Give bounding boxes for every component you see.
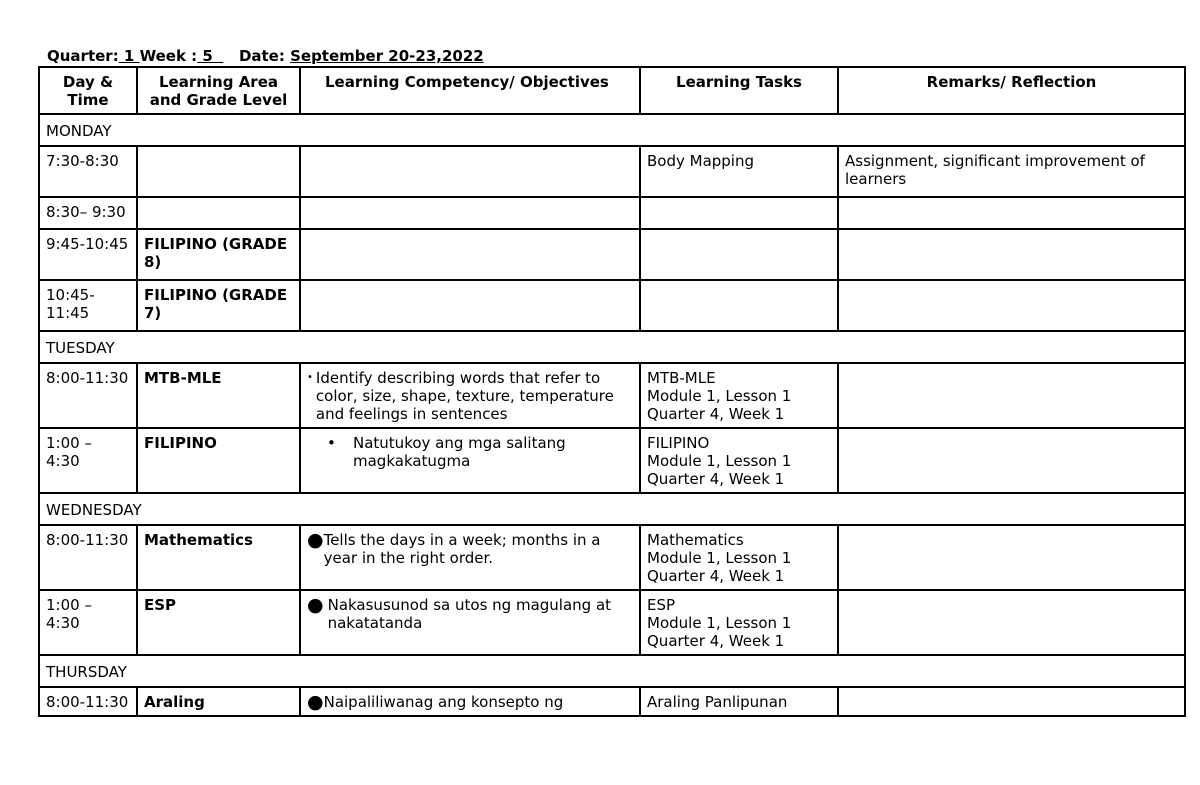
task-line: FILIPINO: [647, 434, 710, 452]
time-cell: 1:00 – 4:30: [39, 428, 137, 493]
task-line: Quarter 4, Week 1: [647, 405, 785, 423]
time-cell: 9:45-10:45: [39, 229, 137, 280]
area-cell: [137, 197, 300, 229]
competency-cell: [300, 146, 640, 197]
remarks-cell: [838, 525, 1185, 590]
week-value: 5: [197, 47, 224, 65]
remarks-cell: [838, 363, 1185, 428]
competency-cell: [300, 590, 640, 655]
time-cell: 8:00-11:30: [39, 363, 137, 428]
table-row: [39, 229, 1185, 280]
tasks-cell: [640, 525, 838, 590]
competency-text: Naipaliliwanag ang konsepto ng: [323, 693, 564, 711]
remarks-cell: [838, 229, 1185, 280]
area-cell: [137, 146, 300, 197]
tasks-cell: [640, 280, 838, 331]
task-line: Quarter 4, Week 1: [647, 567, 785, 585]
bullet-icon: ●: [307, 529, 324, 551]
area-cell: FILIPINO: [137, 428, 300, 493]
task-line: Module 1, Lesson 1: [647, 387, 792, 405]
area-cell: MTB-MLE: [137, 363, 300, 428]
bullet-icon: •: [327, 434, 336, 452]
tasks-cell: [640, 363, 838, 428]
header-learning-area: Learning Area and Grade Level: [137, 67, 300, 114]
day-label: WEDNESDAY: [39, 493, 1185, 525]
tasks-cell: Araling Panlipunan: [640, 687, 838, 716]
day-label: MONDAY: [39, 114, 1185, 146]
task-line: Mathematics: [647, 531, 744, 549]
table-row: [39, 363, 1185, 428]
task-line: Quarter 4, Week 1: [647, 632, 785, 650]
week-label: Week :: [139, 47, 198, 65]
time-cell: 8:00-11:30: [39, 687, 137, 716]
area-cell: Mathematics: [137, 525, 300, 590]
remarks-cell: [838, 280, 1185, 331]
table-row: [39, 280, 1185, 331]
remarks-cell: [838, 687, 1185, 716]
day-label: TUESDAY: [39, 331, 1185, 363]
tasks-cell: [640, 428, 838, 493]
header-learning-tasks: Learning Tasks: [640, 67, 838, 114]
tasks-cell: [640, 197, 838, 229]
day-row-wednesday: [39, 493, 1185, 525]
area-cell: Araling: [137, 687, 300, 716]
area-cell: FILIPINO (GRADE 7): [137, 280, 300, 331]
table-row: [39, 428, 1185, 493]
document-header: [47, 46, 484, 66]
time-cell: 8:30– 9:30: [39, 197, 137, 229]
competency-cell: [300, 197, 640, 229]
task-line: Module 1, Lesson 1: [647, 549, 792, 567]
tasks-cell: [640, 229, 838, 280]
quarter-value: 1: [118, 47, 140, 65]
quarter-label: Quarter:: [47, 47, 119, 65]
competency-cell: [300, 229, 640, 280]
header-remarks: Remarks/ Reflection: [838, 67, 1185, 114]
task-line: Module 1, Lesson 1: [647, 452, 792, 470]
task-line: ESP: [647, 596, 676, 614]
competency-text: Tells the days in a week; months in a year in the right order.: [323, 531, 601, 567]
task-line: Module 1, Lesson 1: [647, 614, 792, 632]
time-cell: 10:45-11:45: [39, 280, 137, 331]
table-row: [39, 525, 1185, 590]
table-row: [39, 687, 1185, 716]
lesson-plan-table: [38, 66, 1186, 717]
competency-text: Nakasusunod sa utos ng magulang at nakatatanda: [327, 596, 612, 632]
day-row-thursday: [39, 655, 1185, 687]
remarks-cell: [838, 428, 1185, 493]
competency-text: Identify describing words that refer to color, size, shape, texture, temperature and feelings in sentences: [315, 369, 614, 423]
time-cell: 7:30-8:30: [39, 146, 137, 197]
area-cell: FILIPINO (GRADE 8): [137, 229, 300, 280]
competency-cell: [300, 428, 640, 493]
competency-cell: [300, 525, 640, 590]
area-cell: ESP: [137, 590, 300, 655]
time-cell: 8:00-11:30: [39, 525, 137, 590]
tasks-cell: Body Mapping: [640, 146, 838, 197]
table-header-row: [39, 67, 1185, 114]
date-value: September 20-23,2022: [290, 47, 484, 65]
day-row-monday: [39, 114, 1185, 146]
header-competency: Learning Competency/ Objectives: [300, 67, 640, 114]
bullet-icon: •: [307, 372, 313, 383]
table-row: [39, 590, 1185, 655]
date-label: Date:: [238, 47, 285, 65]
competency-text: Natutukoy ang mga salitang magkakatugma: [353, 434, 566, 470]
task-line: Quarter 4, Week 1: [647, 470, 785, 488]
day-label: THURSDAY: [39, 655, 1185, 687]
competency-cell: [300, 687, 640, 716]
remarks-cell: [838, 197, 1185, 229]
day-row-tuesday: [39, 331, 1185, 363]
competency-cell: [300, 280, 640, 331]
time-cell: 1:00 – 4:30: [39, 590, 137, 655]
tasks-cell: [640, 590, 838, 655]
remarks-cell: [838, 590, 1185, 655]
table-row: [39, 197, 1185, 229]
bullet-icon: ●: [307, 691, 324, 713]
bullet-icon: ●: [307, 594, 324, 616]
remarks-cell: Assignment, significant improvement of learners: [838, 146, 1185, 197]
task-line: MTB-MLE: [647, 369, 716, 387]
competency-cell: [300, 363, 640, 428]
header-day-time: Day & Time: [39, 67, 137, 114]
table-row: [39, 146, 1185, 197]
